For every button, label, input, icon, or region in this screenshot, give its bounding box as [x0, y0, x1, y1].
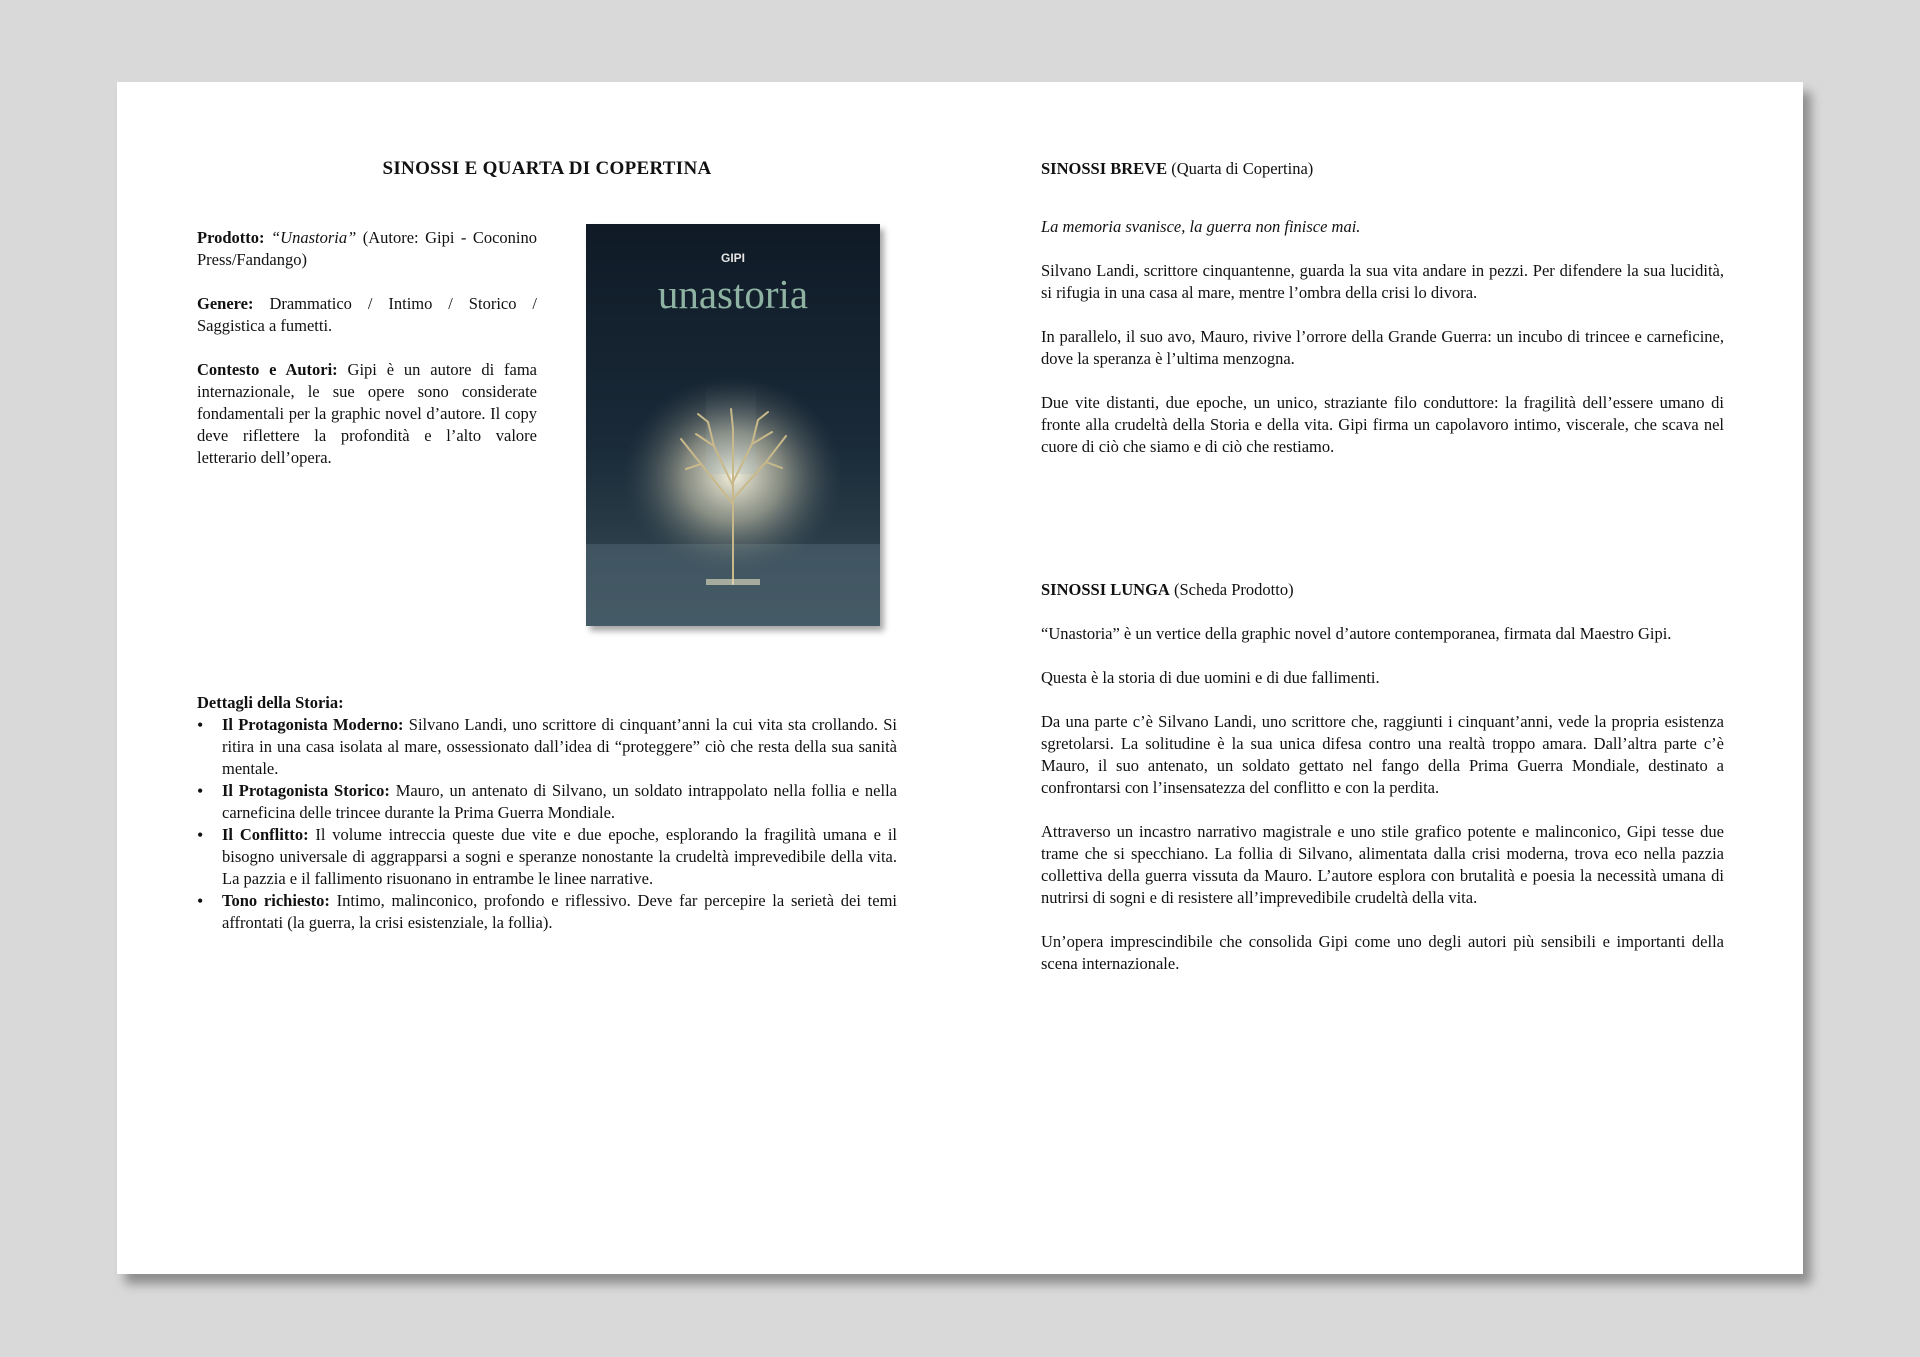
genre-line [197, 293, 537, 337]
product-details: (Autore: Gipi - Coconino Press/Fandango) [197, 228, 538, 269]
short-subtitle: (Quarta di Copertina) [1167, 159, 1314, 178]
context-line [197, 359, 537, 469]
context-label: Contesto e Autori: [197, 360, 338, 379]
genre-label: Genere: [197, 294, 254, 313]
paragraph: Un’opera imprescindibile che consolida Gipi come uno degli autori più sensibili e importanti della scena internazionale. [1041, 932, 1724, 973]
long-synopsis [1041, 579, 1724, 975]
details-list [197, 714, 897, 934]
paragraph: In parallelo, il suo avo, Mauro, rivive l’orrore della Grande Guerra: un incubo di trincee e carneficine, dove la speranza è l’ultima menzogna. [1041, 327, 1724, 368]
item-text: Il volume intreccia queste due vite e due epoche, esplorando la fragilità umana e il bisogno universale di aggrapparsi a sogni e speranze nonostante la crudeltà imprevedibile della vita. La pazzia e il fallimento risuonano in entrambe le linee narrative. [222, 825, 897, 888]
item-text: Intimo, malinconico, profondo e riflessivo. Deve far percepire la serietà dei temi affrontati (la guerra, la crisi esistenziale, la follia). [222, 891, 897, 932]
long-title: SINOSSI LUNGA [1041, 580, 1170, 599]
item-label: Il Protagonista Storico: [222, 781, 390, 800]
paragraph: Attraverso un incastro narrativo magistrale e uno stile grafico potente e malinconico, Gipi tesse due trame che si specchiano. La follia di Silvano, alimentata dalla crisi moderna, trova eco nella pazzia collettiva della guerra vissuta da Mauro. L’autore esplora con brutalità e poesia la necessità umana di nutrirsi di sogni e di resistere all’imprevedibile crudeltà della vita. [1041, 822, 1724, 907]
cover-title: unastoria [657, 271, 809, 317]
context-value: Gipi è un autore di fama internazionale, le sue opere sono considerate fondamentali per la graphic novel d’autore. Il copy deve riflettere la profondità e l’alto valore letterario dell’opera. [197, 360, 537, 467]
paragraph: Silvano Landi, scrittore cinquantenne, guarda la sua vita andare in pezzi. Per difendere la sua lucidità, si rifugia in una casa al mare, mentre l’ombra della crisi lo divora. [1041, 261, 1724, 302]
details-heading: Dettagli della Storia: [197, 693, 344, 712]
product-label: Prodotto: [197, 228, 265, 247]
tagline: La memoria svanisce, la guerra non finisce mai. [1041, 217, 1361, 236]
short-title: SINOSSI BREVE [1041, 159, 1168, 178]
product-info [197, 227, 537, 491]
item-label: Tono richiesto: [222, 891, 330, 910]
list-item [222, 714, 897, 780]
paragraph: “Unastoria” è un vertice della graphic novel d’autore contemporanea, firmata dal Maestro Gipi. [1041, 624, 1672, 643]
story-details [197, 692, 897, 934]
short-synopsis [1041, 158, 1724, 458]
paragraph: Questa è la storia di due uomini e di due fallimenti. [1041, 668, 1380, 687]
cover-illustration [586, 224, 880, 626]
cover-author: GIPI [720, 251, 746, 265]
document-page [117, 82, 1803, 1274]
list-item [222, 824, 897, 890]
long-synopsis-heading [1041, 579, 1724, 601]
long-subtitle: (Scheda Prodotto) [1169, 580, 1294, 599]
paragraph: Due vite distanti, due epoche, un unico, straziante filo conduttore: la fragilità dell’essere umano di fronte alla crudeltà della Storia e della vita. Gipi firma un capolavoro intimo, viscerale, che scava nel cuore di ciò che siamo e di ciò che restiamo. [1041, 393, 1724, 456]
genre-value: Drammatico / Intimo / Storico / Saggistica a fumetti. [197, 294, 537, 335]
page-title: SINOSSI E QUARTA DI COPERTINA [382, 158, 712, 179]
item-text: Silvano Landi, uno scrittore di cinquant’anni la cui vita sta crollando. Si ritira in una casa isolata al mare, ossessionato dall’idea di “proteggere” ciò che resta della sua sanità mentale. [222, 715, 897, 778]
product-title: “Unastoria” [270, 228, 357, 247]
short-synopsis-heading [1041, 158, 1724, 180]
paragraph: Da una parte c’è Silvano Landi, uno scrittore che, raggiunti i cinquant’anni, vede la propria esistenza sgretolarsi. La solitudine è la sua unica difesa contro una realtà troppo amara. Dall’altra parte c’è Mauro, il suo antenato, un soldato gettato nel fango della Prima Guerra Mondiale, destinato a confrontarsi con l’insensatezza del conflitto e con la perdita. [1041, 712, 1724, 797]
item-label: Il Conflitto: [222, 825, 309, 844]
book-cover-image [586, 224, 880, 626]
product-line [197, 227, 537, 271]
list-item [222, 780, 897, 824]
list-item [222, 890, 897, 934]
item-label: Il Protagonista Moderno: [222, 715, 404, 734]
item-text: Mauro, un antenato di Silvano, un soldato intrappolato nella follia e nella carneficina delle trincee durante la Prima Guerra Mondiale. [222, 781, 897, 822]
